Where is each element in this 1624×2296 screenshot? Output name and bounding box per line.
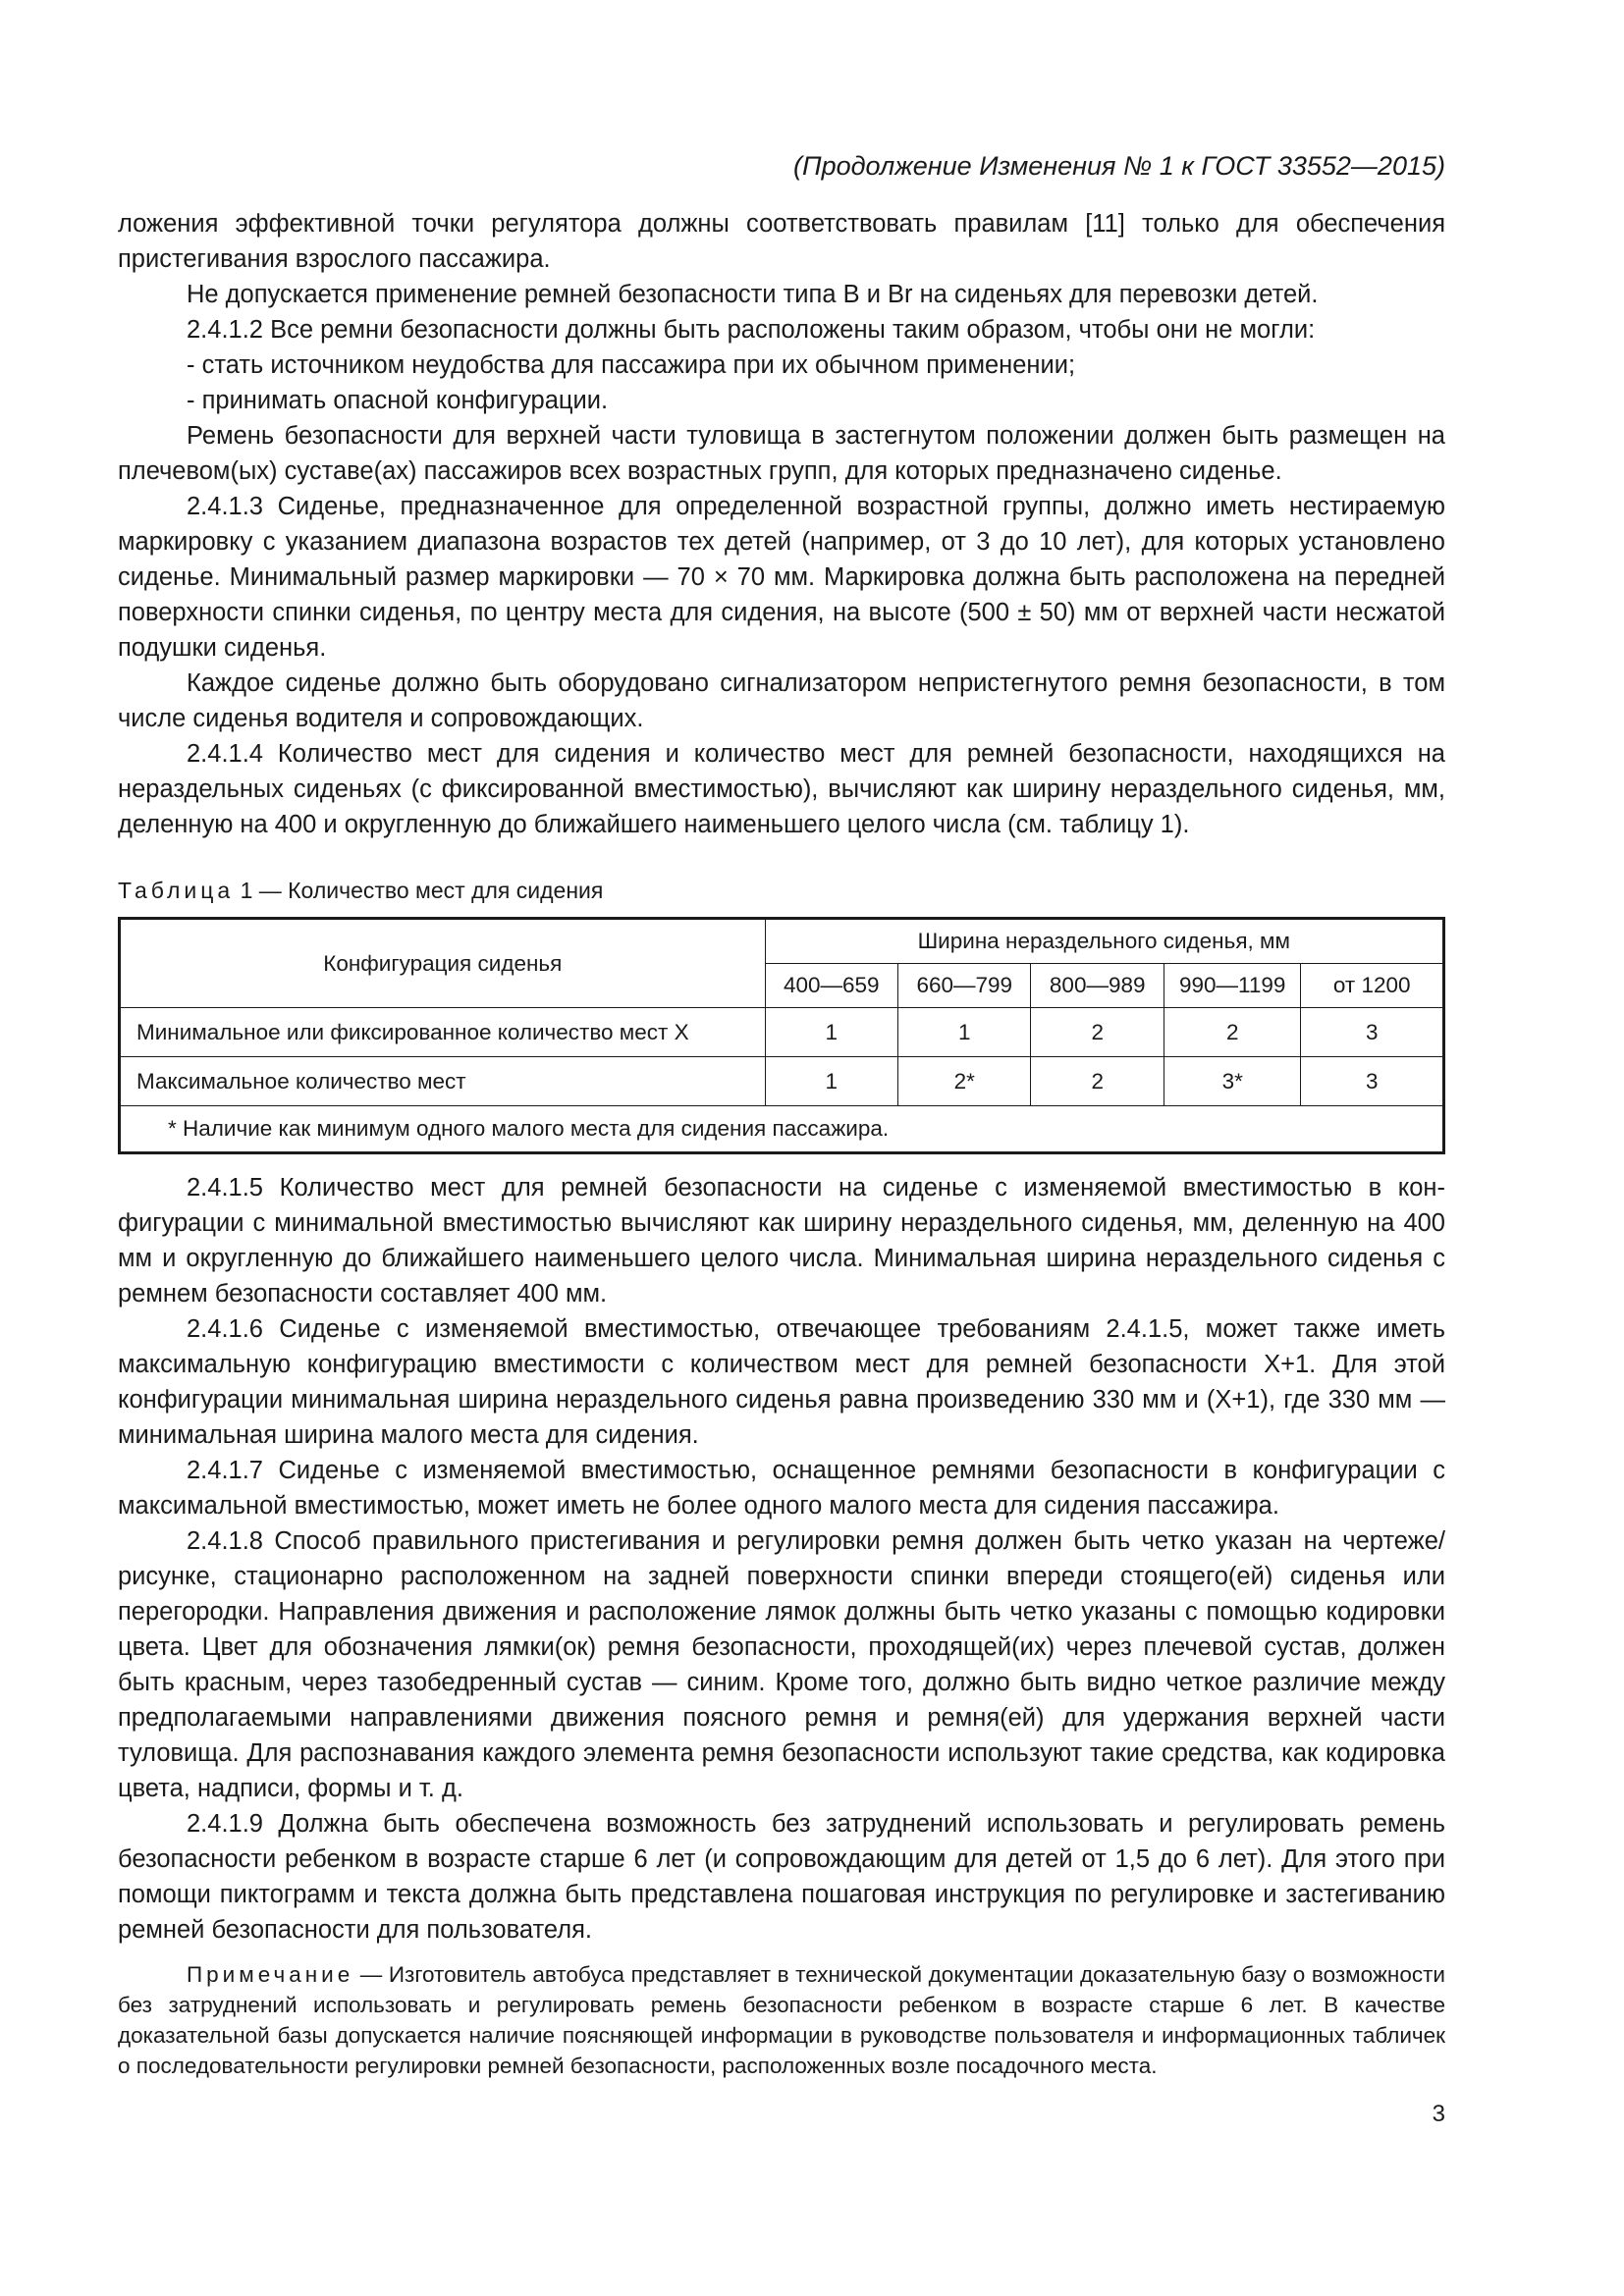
table-footnote: * Наличие как минимум одного малого места для сидения пассажира. — [120, 1106, 1444, 1153]
table-cell: 1 — [765, 1008, 897, 1057]
seats-table — [118, 917, 1445, 1154]
paragraph: 2.4.1.8 Способ правильного пристегивания и регулировки ремня должен быть четко указан на чертеже/рисунке, стационарно расположенном на задней поверхности спинки впереди стоящего(ей) сиденья или перегородки. Направления движения и расположение лямок должны быть четко указаны с помощью кодировки цвета. Цвет для обозначения лямки(ок) ремня безопасности, проходящей(их) через плечевой сустав, должен быть красным, через тазобедренный сустав — синим. Кроме того, должно быть видно четкое различие между предполагаемыми направлениями движения поясного ремня и ремня(ей) для удержания верхней части туловища. Для распознавания каждого элемента ремня безопасности используют такие средства, как кодировка цвета, надписи, формы и т. д. — [118, 1527, 1445, 1802]
note — [118, 1959, 1445, 2081]
table-cell: 2* — [898, 1057, 1031, 1106]
table-caption-label: Таблица — [118, 878, 235, 903]
table-caption — [118, 876, 1445, 905]
table-header-row — [120, 919, 1444, 964]
header-config: Конфигурация сиденья — [120, 919, 766, 1008]
paragraph: Не допускается применение ремней безопасности типа B и Br на сиденьях для перевозки детей. — [187, 281, 1319, 308]
table-footnote-row — [120, 1106, 1444, 1153]
paragraph: 2.4.1.2 Все ремни безопасности должны быть расположены таким образом, чтобы они не могли: — [187, 316, 1316, 344]
row-label: Минимальное или фиксированное количество мест X — [120, 1008, 766, 1057]
paragraph: ложения эффективной точки регулятора должны соответствовать правилам [11] только для обеспечения пристегивания взрослого пассажира. — [118, 210, 1445, 273]
note-text: — Изготовитель автобуса представляет в технической документации доказательную базу о возможности без затруднений использовать и регулировать ремень безопасности ребенком в возрасте старше 6 лет. В качестве доказательной базы допускается наличие поясняющей информации в руководстве пользователя и информационных табличек о последовательности регулировки ремней безопасности, расположенных возле посадочного места. — [118, 1962, 1445, 2078]
table-row — [120, 1008, 1444, 1057]
range-cell: 400—659 — [765, 964, 897, 1008]
paragraph: 2.4.1.7 Сиденье с изменяемой вместимостью, оснащенное ремнями безопасности в конфигурации с максимальной вместимостью, может иметь не более одного малого места для сидения пассажира. — [118, 1457, 1445, 1520]
range-cell: 990—1199 — [1164, 964, 1301, 1008]
document-body — [118, 206, 1445, 2081]
table-cell: 2 — [1031, 1057, 1164, 1106]
range-cell: 660—799 — [898, 964, 1031, 1008]
table-cell: 1 — [898, 1008, 1031, 1057]
list-item: - стать источником неудобства для пассажира при их обычном применении; — [187, 351, 1076, 379]
page-header: (Продолжение Изменения № 1 к ГОСТ 33552—2015) — [793, 151, 1445, 181]
range-cell: от 1200 — [1301, 964, 1444, 1008]
table-cell: 2 — [1031, 1008, 1164, 1057]
paragraph: 2.4.1.6 Сиденье с изменяемой вместимостью, отвечающее требованиям 2.4.1.5, может также иметь максимальную конфигурацию вместимости с количеством мест для ремней безопасности X+1. Для этой конфигурации минимальная ширина нераздельного сиденья равна произведению 330 мм и (X+1), где 330 мм — минимальная ширина малого места для сидения. — [118, 1315, 1445, 1449]
range-cell: 800—989 — [1031, 964, 1164, 1008]
paragraph: 2.4.1.5 Количество мест для ремней безопасности на сиденье с изменяемой вместимостью в конфигурации с минимальной вместимостью вычисляют как ширину нераздельного сиденья, мм, деленную на 400 мм и округленную до ближайшего наименьшего целого числа. Минимальная ширина нераздельного сиденья с ремнем безопасности составляет 400 мм. — [118, 1174, 1445, 1308]
header-width: Ширина нераздельного сиденья, мм — [765, 919, 1443, 964]
table-caption-text: 1 — Количество мест для сидения — [240, 878, 604, 903]
paragraph: 2.4.1.3 Сиденье, предназначенное для определенной возрастной группы, должно иметь нестираемую маркировку с указанием диапазона возрастов тех детей (например, от 3 до 10 лет), для которых установлено сиденье. Минимальный размер маркировки — 70 × 70 мм. Маркировка должна быть расположена на передней поверхности спинки сиденья, по центру места для сидения, на высоте (500 ± 50) мм от верхней части несжатой подушки сиденья. — [118, 493, 1445, 662]
table-cell: 3 — [1301, 1057, 1444, 1106]
row-label: Максимальное количество мест — [120, 1057, 766, 1106]
note-label: Примечание — [187, 1962, 354, 1987]
list-item: - принимать опасной конфигурации. — [187, 387, 609, 414]
paragraph: 2.4.1.9 Должна быть обеспечена возможность без затруднений использовать и регулировать ремень безопасности ребенком в возрасте старше 6 лет (и сопровождающим для детей от 1,5 до 6 лет). Для этого при помощи пиктограмм и текста должна быть представлена пошаговая инструкция по регулировке и застегиванию ремней безопасности для пользователя. — [118, 1810, 1445, 1944]
paragraph: Каждое сиденье должно быть оборудовано сигнализатором непристегнутого ремня безопасности, в том числе сиденья водителя и сопровождающих. — [118, 669, 1445, 732]
paragraph: 2.4.1.4 Количество мест для сидения и количество мест для ремней безопасности, находящихся на нераздельных сиденьях (с фиксированной вместимостью), вычисляют как ширину нераздельного сиденья, мм, деленную на 400 и округленную до ближайшего наименьшего целого числа (см. таблицу 1). — [118, 740, 1445, 838]
table-cell: 1 — [765, 1057, 897, 1106]
table-row — [120, 1057, 1444, 1106]
page-number: 3 — [1432, 2101, 1445, 2127]
table-cell: 2 — [1164, 1008, 1301, 1057]
table-cell: 3 — [1301, 1008, 1444, 1057]
paragraph: Ремень безопасности для верхней части туловища в застегнутом положении должен быть размещен на плечевом(ых) суставе(ах) пассажиров всех возрастных групп, для которых предназначено сиденье. — [118, 422, 1445, 485]
table-cell: 3* — [1164, 1057, 1301, 1106]
